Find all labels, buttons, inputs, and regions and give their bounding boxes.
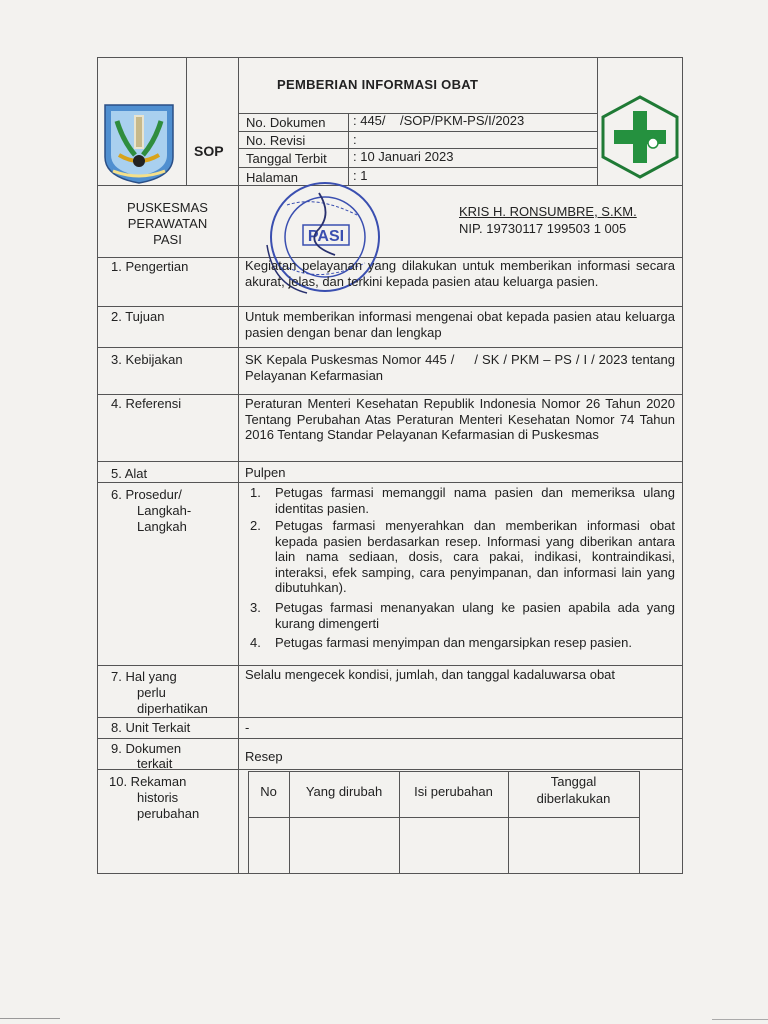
section-label-prosedur: Langkah-	[137, 503, 192, 518]
table-border	[186, 57, 187, 185]
section-text-alat: Pulpen	[245, 465, 286, 480]
section-label-rekaman: 10. Rekaman	[109, 774, 187, 789]
step-number: 4.	[250, 635, 261, 650]
section-label-pengertian: 1. Pengertian	[111, 259, 189, 274]
table-border	[97, 394, 683, 395]
section-label-prosedur: Langkah	[137, 519, 187, 534]
step-number: 2.	[250, 518, 261, 533]
section-label-hal: diperhatikan	[137, 701, 208, 716]
org-name-line: PASI	[153, 232, 182, 247]
field-label-tanggal-terbit: Tanggal Terbit	[246, 151, 327, 166]
table-border	[97, 873, 683, 874]
org-name-line: PERAWATAN	[127, 216, 208, 231]
section-label-dokumen: 9. Dokumen	[111, 741, 182, 756]
field-label-no-revisi: No. Revisi	[246, 133, 306, 148]
field-value-no-revisi: :	[353, 132, 357, 147]
history-col-header: Tanggal	[550, 774, 597, 789]
sop-document	[97, 57, 683, 874]
history-col-header: diberlakukan	[536, 791, 611, 806]
table-border	[97, 665, 683, 666]
stamp-text: PASI	[307, 228, 345, 245]
table-border	[97, 347, 683, 348]
table-border	[238, 131, 597, 132]
sop-label: SOP	[194, 143, 224, 159]
field-value-no-dokumen: : 445/ /SOP/PKM-PS/I/2023	[353, 113, 525, 128]
section-text-pengertian: Kegiatan pelayanan yang dilakukan untuk memberikan informasi secara akurat, jelas, dan terkini kepada pasien atau keluarga pasien.	[245, 258, 675, 289]
table-border	[97, 738, 683, 739]
section-text-tujuan: Untuk memberikan informasi mengenai obat kepada pasien atau keluarga pasien dengan benar dan lengkap	[245, 309, 675, 340]
table-border	[97, 717, 683, 718]
step-number: 1.	[250, 485, 261, 500]
step-text: Petugas farmasi memanggil nama pasien dan memeriksa ulang identitas pasien.	[275, 485, 675, 516]
table-border	[238, 167, 597, 168]
history-col-header: Isi perubahan	[414, 784, 493, 799]
section-label-rekaman: historis	[137, 790, 179, 805]
table-border	[97, 769, 683, 770]
signer-name: KRIS H. RONSUMBRE, S.KM.	[459, 204, 637, 219]
section-text-dokumen: Resep	[245, 749, 283, 764]
document-title: PEMBERIAN INFORMASI OBAT	[277, 77, 479, 92]
section-label-prosedur: 6. Prosedur/	[111, 487, 182, 502]
step-number: 3.	[250, 600, 261, 615]
field-value-halaman: : 1	[353, 168, 368, 183]
section-label-alat: 5. Alat	[111, 466, 148, 481]
section-label-hal: perlu	[137, 685, 166, 700]
org-name-line: PUSKESMAS	[127, 200, 208, 215]
step-text: Petugas farmasi menyimpan dan mengarsipkan resep pasien.	[275, 635, 632, 650]
section-label-tujuan: 2. Tujuan	[111, 309, 165, 324]
table-border	[97, 57, 683, 58]
table-border	[639, 771, 640, 874]
section-text-unit: -	[245, 720, 250, 735]
section-text-hal: Selalu mengecek kondisi, jumlah, dan tanggal kadaluwarsa obat	[245, 667, 616, 682]
section-text-kebijakan: SK Kepala Puskesmas Nomor 445 / / SK / PKM – PS / I / 2023 tentang Pelayanan Kefarmasian	[245, 352, 675, 383]
section-label-unit: 8. Unit Terkait	[111, 720, 191, 735]
divider	[712, 1019, 768, 1020]
section-label-kebijakan: 3. Kebijakan	[111, 352, 183, 367]
section-label-dokumen: terkait	[137, 756, 173, 771]
table-border	[97, 57, 98, 874]
section-label-rekaman: perubahan	[137, 806, 200, 821]
table-border	[97, 482, 683, 483]
puskesmas-green-cross-icon	[597, 93, 683, 181]
history-col-header: No	[260, 784, 277, 799]
province-emblem-icon	[99, 101, 179, 185]
section-label-referensi: 4. Referensi	[111, 396, 182, 411]
section-text-referensi: Peraturan Menteri Kesehatan Republik Indonesia Nomor 26 Tahun 2020 Tentang Perubahan Atas Peraturan Menteri Kesehatan Nomor 74 Tahun 2016 Tentang Standar Pelayanan Kefarmasian di Puskesmas	[245, 396, 675, 442]
signer-nip: NIP. 19730117 199503 1 005	[459, 221, 627, 236]
table-border	[248, 771, 640, 772]
history-col-header: Yang dirubah	[305, 784, 383, 799]
field-value-tanggal-terbit: : 10 Januari 2023	[353, 149, 454, 164]
table-border	[238, 57, 239, 257]
table-border	[97, 461, 683, 462]
section-label-hal: 7. Hal yang	[111, 669, 177, 684]
step-text: Petugas farmasi menyerahkan dan memberikan informasi obat kepada pasien berdasarkan resep. Informasi yang diberikan antara lain nama sediaan, dosis, cara pakai, indikasi, kontraindikasi, interaksi, efek samping, cara penyimpanan, dan informasi lain yang dibutuhkan).	[275, 518, 675, 595]
table-border	[97, 306, 683, 307]
field-label-halaman: Halaman	[246, 170, 299, 185]
table-border	[238, 257, 239, 874]
table-border	[248, 817, 640, 818]
field-label-no-dokumen: No. Dokumen	[246, 115, 326, 130]
step-text: Petugas farmasi menanyakan ulang ke pasien apabila ada yang kurang dimengerti	[275, 600, 675, 631]
divider	[0, 1018, 60, 1019]
